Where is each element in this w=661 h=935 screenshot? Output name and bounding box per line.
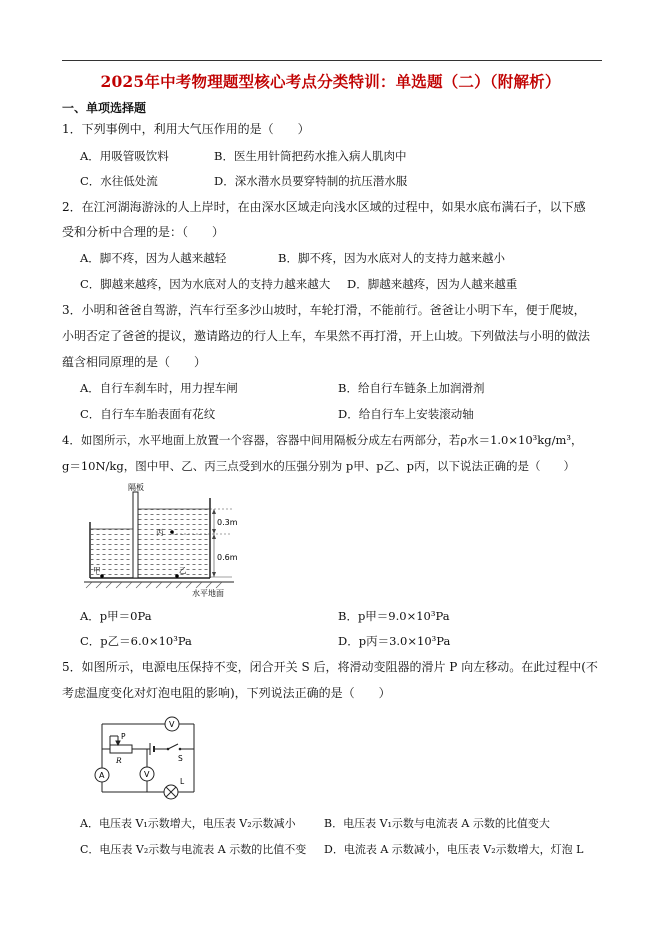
label-a: A (99, 771, 105, 780)
page-title: 2025年中考物理题型核心考点分类特训：单选题（二）（附解析） (100, 72, 561, 91)
point-bing (170, 530, 174, 534)
q3-option-a[interactable]: A．自行车刹车时，用力捏车闸 (80, 381, 238, 395)
label-yi: 乙 (179, 566, 187, 575)
q3-option-d[interactable]: D．给自行车上安装滚动轴 (338, 407, 474, 421)
q4-stem-line2: g＝10N/kg，图中甲、乙、丙三点受到水的压强分别为 p甲、p乙、p丙，以下说法正确的是（ ） (62, 459, 575, 473)
q1-option-c[interactable]: C．水往低处流 (80, 174, 158, 188)
q4-option-c[interactable]: C．p乙＝6.0×10³Pa (80, 634, 192, 648)
q3-stem-line1: 3．小明和爸爸自驾游，汽车行至多沙山坡时，车轮打滑，不能前行。爸爸让小明下车，便于爬坡， (62, 303, 586, 317)
point-jia (100, 574, 104, 578)
label-s: S (178, 754, 183, 763)
q1-option-a[interactable]: A．用吸管吸饮料 (80, 149, 169, 163)
q5-stem-line2: 考虑温度变化对灯泡电阻的影响)，下列说法正确的是（ ） (62, 686, 391, 700)
label-p: P (121, 732, 126, 741)
q3-option-b[interactable]: B．给自行车链条上加润滑剂 (338, 381, 485, 395)
partition-plate (133, 492, 138, 578)
q2-option-c[interactable]: C．脚越来越疼，因为水底对人的支持力越来越大 (80, 277, 331, 291)
label-ground: 水平地面 (192, 589, 224, 598)
label-v1: V (169, 720, 175, 729)
label-r: R (116, 756, 122, 765)
q2-stem-line1: 2．在江河湖海游泳的人上岸时，在由深水区域走向浅水区域的过程中，如果水底布满石子，以下感 (62, 200, 586, 214)
section-heading: 一、单项选择题 (62, 101, 147, 115)
q3-stem-line2: 小明否定了爸爸的提议，邀请路边的行人上车，车果然不再打滑，开上山坡。下列做法与小明的做法 (62, 329, 591, 343)
q5-circuit-figure (88, 714, 208, 804)
q2-stem-line2: 受和分析中合理的是：（ ） (62, 225, 225, 239)
label-jia: 甲 (93, 566, 101, 575)
q1-option-b[interactable]: B．医生用针筒把药水推入病人肌肉中 (214, 149, 407, 163)
q4-stem-line1: 4．如图所示，水平地面上放置一个容器，容器中间用隔板分成左右两部分，若ρ水＝1.0×10³kg/m³， (62, 433, 583, 447)
q4-option-d[interactable]: D．p丙＝3.0×10³Pa (338, 634, 451, 648)
q4-option-a[interactable]: A．p甲＝0Pa (80, 609, 152, 623)
q2-option-a[interactable]: A．脚不疼，因为人越来越轻 (80, 251, 227, 265)
q2-option-b[interactable]: B．脚不疼，因为水底对人的支持力越来越小 (278, 251, 505, 265)
label-v2: V (144, 770, 150, 779)
q5-stem-line1: 5．如图所示，电源电压保持不变，闭合开关 S 后，将滑动变阻器的滑片 P 向左移动。在此过程中(不 (62, 660, 598, 674)
q3-stem-line3: 蕴含相同原理的是（ ） (62, 355, 207, 369)
label-bing: 丙 (156, 528, 164, 537)
q5-option-a[interactable]: A．电压表 V₁示数增大，电压表 V₂示数减小 (80, 817, 296, 830)
q1-option-d[interactable]: D．深水潜水员要穿特制的抗压潜水服 (214, 174, 408, 188)
q2-option-d[interactable]: D．脚越来越疼，因为人越来越重 (347, 277, 518, 291)
q4-option-b[interactable]: B．p甲＝9.0×10³Pa (338, 609, 450, 623)
q4-container-figure (84, 482, 254, 600)
label-h1: 0.3m (217, 518, 238, 527)
header-rule (62, 60, 602, 61)
label-l: L (180, 777, 185, 786)
label-partition: 隔板 (128, 483, 144, 492)
label-h2: 0.6m (217, 553, 238, 562)
q5-option-b[interactable]: B．电压表 V₁示数与电流表 A 示数的比值变大 (324, 817, 550, 830)
q3-option-c[interactable]: C．自行车车胎表面有花纹 (80, 407, 216, 421)
q1-stem: 1．下列事例中，利用大气压作用的是（ ） (62, 122, 310, 136)
q5-option-d[interactable]: D．电流表 A 示数减小，电压表 V₂示数增大，灯泡 L (324, 843, 584, 856)
water-right (138, 509, 209, 577)
q5-option-c[interactable]: C．电压表 V₂示数与电流表 A 示数的比值不变 (80, 843, 307, 856)
